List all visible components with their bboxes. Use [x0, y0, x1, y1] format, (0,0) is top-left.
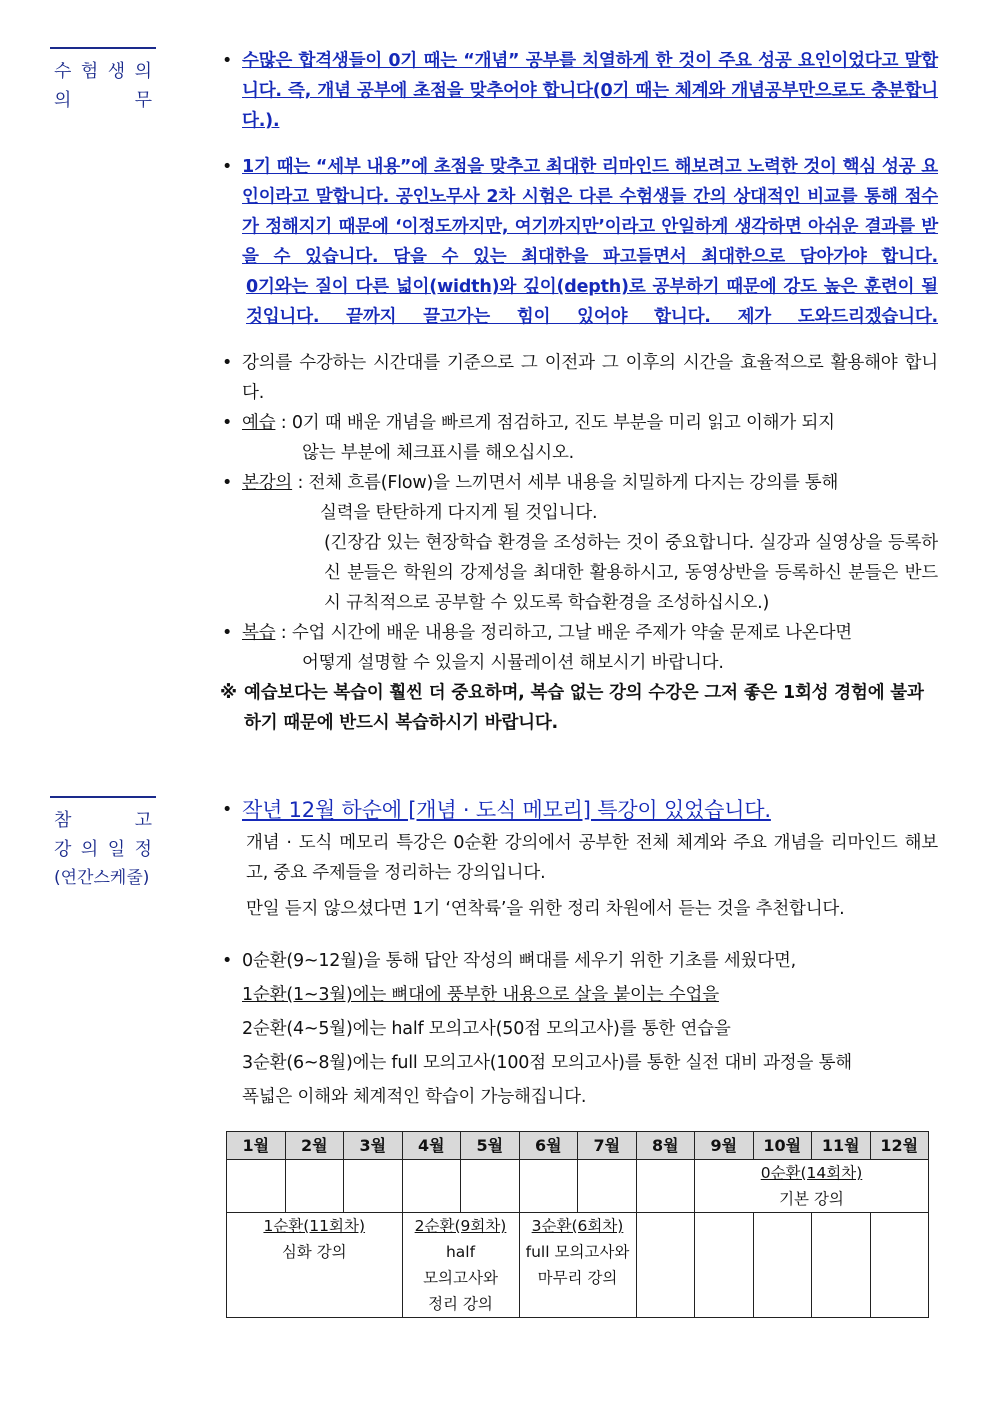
duty-text-1: 수많은 합격생들이 0기 때는 “개념” 공부를 치열하게 한 것이 주요 성공 요인이었다고 말합니다. 즉, 개념 공부에 초점을 맞추어야 합니다(0기 때는 체계와 개념공부만으로도 충분합니다.). — [242, 51, 938, 131]
duty-label-line2 — [50, 86, 156, 115]
cycle2-line4: 정리 강의 — [428, 1295, 493, 1313]
cycle3-cell — [519, 1213, 636, 1318]
label-char: 생 — [107, 61, 126, 82]
month-header: 4월 — [402, 1132, 461, 1160]
empty-cell — [402, 1160, 461, 1213]
month-header: 2월 — [285, 1132, 344, 1160]
month-header: 1월 — [227, 1132, 286, 1160]
cycle0-cell — [695, 1160, 929, 1213]
reference-content — [222, 794, 938, 1114]
label-char: 강 — [54, 839, 72, 860]
prep-item — [222, 408, 938, 468]
special-lecture-desc — [222, 828, 938, 888]
cycle3-line3: 마무리 강의 — [537, 1269, 618, 1287]
bullet-icon: • — [222, 353, 233, 373]
lecture-label: 본강의 — [242, 473, 293, 493]
headline-text: 작년 12월 하순에 [개념 · 도식 메모리] 특강이 있었습니다. — [242, 798, 771, 822]
month-header: 12월 — [870, 1132, 929, 1160]
empty-cell — [519, 1160, 578, 1213]
review-text-line2: 어떻게 설명할 수 있을지 시뮬레이션 해보시기 바랍니다. — [302, 653, 724, 673]
special-lecture-recommend — [222, 894, 938, 924]
cycle3-text: 3순환(6~8월)에는 full 모의고사(100점 모의고사)를 통한 실전 대비 과정을 통해 — [242, 1053, 852, 1073]
reference-label-sub: (연간스케줄) — [54, 868, 150, 888]
prep-label: 예습 — [242, 413, 276, 433]
month-header: 7월 — [578, 1132, 637, 1160]
month-header: 6월 — [519, 1132, 578, 1160]
cycle-description — [222, 944, 938, 1114]
empty-cell — [812, 1213, 871, 1318]
month-header: 9월 — [695, 1132, 754, 1160]
prep-text: : 0기 때 배운 개념을 빠르게 점검하고, 진도 부분을 미리 읽고 이해가 되지 — [275, 413, 835, 433]
review-note — [222, 678, 938, 738]
cycle2-line3: 모의고사와 — [423, 1269, 498, 1287]
duty-label-line1 — [50, 57, 156, 86]
special-lecture-headline — [222, 794, 938, 826]
reference-label-line2 — [50, 835, 156, 864]
label-char: 정 — [134, 839, 152, 860]
label-char: 고 — [134, 810, 152, 831]
month-header: 10월 — [753, 1132, 812, 1160]
empty-cell — [344, 1160, 403, 1213]
annual-schedule-table — [226, 1131, 929, 1318]
empty-cell — [285, 1160, 344, 1213]
cycle1-desc: 심화 강의 — [281, 1243, 347, 1261]
reference-label-line1 — [50, 806, 156, 835]
empty-cell — [636, 1160, 695, 1213]
cycle0-title: 0순환(14회차) — [760, 1164, 863, 1182]
month-header: 11월 — [812, 1132, 871, 1160]
month-header: 8월 — [636, 1132, 695, 1160]
duty-paragraph-3 — [222, 348, 938, 408]
label-char: 험 — [80, 61, 99, 82]
review-text: : 수업 시간에 배운 내용을 정리하고, 그날 배운 주제가 약술 문제로 나온다면 — [275, 623, 852, 643]
table-row — [227, 1160, 929, 1213]
cycle3-title: 3순환(6회차) — [531, 1217, 624, 1235]
desc-text-1: 개념 · 도식 메모리 특강은 0순환 강의에서 공부한 전체 체계와 주요 개념을 리마인드 해보고, 중요 주제들을 정리하는 강의입니다. — [246, 833, 938, 883]
cycle2-line2: half — [445, 1243, 476, 1261]
duty-text-2b: 0기와는 질이 다른 넓이(width)와 깊이(depth)로 공부하기 때문에 강도 높은 훈련이 될 것입니다. 끝까지 끌고가는 힘이 있어야 합니다. 제가 도와드리겠습니다. — [246, 277, 938, 327]
table-row — [227, 1213, 929, 1318]
bullet-icon: • — [222, 623, 233, 643]
label-char: 의 — [54, 90, 72, 111]
cycle3-line2: full 모의고사와 — [525, 1243, 630, 1261]
lecture-note: (긴장감 있는 현장학습 환경을 조성하는 것이 중요합니다. 실강과 실영상을 등록하신 분들은 학원의 강제성을 최대한 활용하시고, 동영상반을 등록하신 분들은 반드시 규칙적으로 공부할 수 있도록 학습환경을 조성하십시오.) — [324, 533, 938, 613]
empty-cell — [578, 1160, 637, 1213]
lecture-text: : 전체 흐름(Flow)을 느끼면서 세부 내용을 치밀하게 다지는 강의를 통해 — [292, 473, 839, 493]
label-char: 의 — [80, 839, 99, 860]
cycle2-text: 2순환(4~5월)에는 half 모의고사(50점 모의고사)를 통한 연습을 — [242, 1019, 731, 1039]
cycle0-text: 0순환(9~12월)을 통해 답안 작성의 뼈대를 세우기 위한 기초를 세웠다면, — [242, 951, 797, 971]
month-header: 3월 — [344, 1132, 403, 1160]
empty-cell — [636, 1213, 695, 1318]
empty-cell — [753, 1213, 812, 1318]
bullet-icon: • — [222, 800, 233, 820]
empty-cell — [870, 1213, 929, 1318]
duty-text-3: 강의를 수강하는 시간대를 기준으로 그 이전과 그 이후의 시간을 효율적으로 활용해야 합니다. — [242, 353, 938, 403]
review-item — [222, 618, 938, 678]
prep-text-line2: 않는 부분에 체크표시를 해오십시오. — [302, 443, 575, 463]
cycle2-cell — [402, 1213, 519, 1318]
label-char: 무 — [134, 90, 152, 111]
cycle-end-text: 폭넓은 이해와 체계적인 학습이 가능해집니다. — [242, 1087, 587, 1107]
empty-cell — [461, 1160, 520, 1213]
empty-cell — [227, 1160, 286, 1213]
bullet-icon: • — [222, 473, 233, 493]
bullet-icon: • — [222, 951, 233, 971]
bullet-icon: • — [222, 51, 233, 71]
cycle1-text: 1순환(1~3월)에는 뼈대에 풍부한 내용으로 살을 붙이는 수업을 — [242, 985, 719, 1005]
cycle1-title: 1순환(11회차) — [263, 1217, 366, 1235]
empty-cell — [695, 1213, 754, 1318]
note-mark-icon: ※ — [220, 683, 237, 703]
duty-paragraph-2b — [222, 272, 938, 332]
desc-text-2: 만일 듣지 않으셨다면 1기 ‘연착륙’을 위한 정리 차원에서 듣는 것을 추천합니다. — [246, 899, 845, 919]
lecture-text-line2: 실력을 탄탄하게 다지게 될 것입니다. — [320, 503, 598, 523]
table-header-row — [227, 1132, 929, 1160]
duty-paragraph-2 — [222, 152, 938, 272]
label-char: 일 — [107, 839, 126, 860]
lecture-item — [222, 468, 938, 618]
label-char: 참 — [54, 810, 72, 831]
note-text: 예습보다는 복습이 훨씬 더 중요하며, 복습 없는 강의 수강은 그저 좋은 1회성 경험에 불과하기 때문에 반드시 복습하시기 바랍니다. — [244, 683, 924, 733]
cycle0-desc: 기본 강의 — [779, 1190, 844, 1208]
cycle2-title: 2순환(9회차) — [414, 1217, 507, 1235]
bullet-icon: • — [222, 157, 233, 177]
month-header: 5월 — [461, 1132, 520, 1160]
label-char: 수 — [54, 61, 72, 82]
duty-section-label — [50, 47, 156, 115]
reference-section-label — [50, 796, 156, 892]
cycle1-cell — [227, 1213, 403, 1318]
duty-content — [222, 46, 938, 738]
bullet-icon: • — [222, 413, 233, 433]
duty-paragraph-1 — [222, 46, 938, 136]
label-char: 의 — [134, 61, 152, 82]
duty-text-2a: 1기 때는 “세부 내용”에 초점을 맞추고 최대한 리마인드 해보려고 노력한 것이 핵심 성공 요인이라고 말합니다. 공인노무사 2차 시험은 다른 수험생들 간의 상대적인 비교를 통해 점수가 정해지기 때문에 ‘이정도까지만, 여기까지만’이라고 안일하게 생각하면 아쉬운 결과를 받을 수 있습니다. 담을 수 있는 최대한을 파고들면서 최대한으로 담아가야 합니다. — [242, 157, 938, 267]
review-label: 복습 — [242, 623, 276, 643]
